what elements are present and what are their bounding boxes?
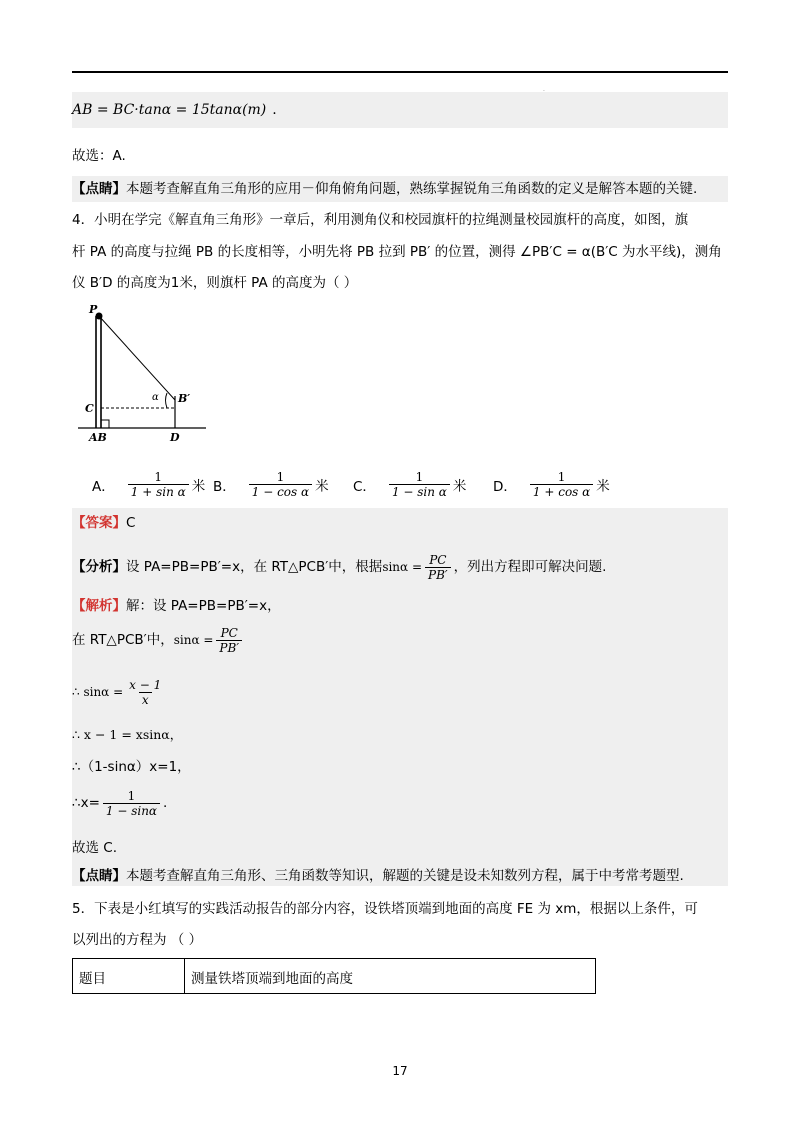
q4-figure — [72, 300, 222, 450]
analysis-num: PC — [429, 552, 447, 567]
solution-intro: 解：设 PA=PB=PB′=x， — [126, 598, 281, 614]
label-D: D — [170, 431, 180, 444]
rope-line — [99, 316, 175, 400]
sol-line2-den: PB′ — [216, 640, 242, 655]
sol-line3-frac — [126, 678, 164, 707]
option-c-num: 1 — [415, 470, 424, 484]
sol-line3-num: x − 1 — [129, 677, 162, 692]
option-b-label: B． — [213, 478, 236, 495]
sol-line6-den: 1 − sinα — [103, 803, 160, 818]
q5-table-col1: 题目 — [73, 959, 185, 993]
solution-line5: ∴（1-sinα）x=1， — [72, 759, 191, 775]
option-c-frac — [389, 470, 450, 499]
q5-line2: 以列出的方程为 （ ） — [72, 932, 203, 948]
sol-line3-pre: ∴ sinα = — [72, 685, 124, 699]
option-b[interactable] — [213, 470, 329, 499]
analysis-fn: sinα = — [382, 560, 423, 574]
label-alpha: α — [152, 392, 159, 403]
q4-line2: 杆 PA 的高度与拉绳 PB 的长度相等，小明先将 PB 拉到 PB′ 的位置，测得 ∠PB′C = α(B′C 为水平线)，测角 — [72, 244, 722, 260]
option-d-num: 1 — [557, 470, 566, 484]
prev-formula-end: . — [272, 102, 277, 118]
option-a-num: 1 — [154, 470, 163, 484]
option-d-frac — [530, 470, 593, 499]
q4-tip-text: 本题考查解直角三角形、三角函数等知识，解题的关键是设未知数列方程，属于中考常考题型. — [126, 868, 684, 884]
label-Bprime: B′ — [178, 392, 191, 405]
label-AB: AB — [89, 431, 107, 444]
option-a-frac — [128, 470, 189, 499]
page-number: 17 — [392, 1064, 408, 1078]
prev-choice: 故选：A. — [72, 148, 126, 164]
option-c-den: 1 − sin α — [389, 484, 450, 499]
solution-choice: 故选 C. — [72, 840, 118, 856]
sol-line2-num: PC — [220, 625, 238, 640]
option-d-label: D． — [493, 478, 517, 495]
header-rule — [72, 71, 728, 73]
q5-table-col2: 测量铁塔顶端到地面的高度 — [191, 971, 353, 987]
option-b-unit: 米 — [315, 478, 329, 495]
q4-line3: 仪 B′D 的高度为1米，则旗杆 PA 的高度为（ ） — [72, 275, 358, 291]
sol-line6-frac — [103, 789, 160, 818]
sol-line6-num: 1 — [127, 788, 136, 803]
sol-line6-pre: ∴x= — [72, 795, 100, 811]
option-a-label: A． — [92, 478, 115, 495]
sol-line2-pre: 在 RT△PCB′中， — [72, 632, 174, 648]
header-dot: . — [543, 86, 545, 93]
option-a-den: 1 + sin α — [128, 484, 189, 499]
solution-intro-line — [72, 596, 281, 616]
analysis-tag: 【分析】 — [72, 559, 126, 575]
option-b-frac — [249, 470, 312, 499]
q5-line1: 5．下表是小红填写的实践活动报告的部分内容，设铁塔顶端到地面的高度 FE 为 xm，根据以上条件，可 — [72, 901, 698, 917]
prev-tip-text: 本题考查解直角三角形的应用－仰角俯角问题，熟练掌握锐角三角函数的定义是解答本题的关键. — [126, 181, 698, 197]
option-b-den: 1 − cos α — [249, 484, 312, 499]
sol-line6-end: . — [163, 795, 168, 811]
option-c-unit: 米 — [452, 478, 467, 495]
option-d[interactable] — [493, 470, 610, 499]
q5-table — [72, 958, 596, 994]
q4-tip-tag: 【点睛】 — [72, 868, 126, 884]
sol-line2-frac — [216, 626, 242, 655]
solution-line3 — [72, 677, 167, 707]
sol-line2-fn: sinα = — [173, 633, 214, 647]
q4-line1: 4．小明在学完《解直角三角形》一章后，利用测角仪和校园旗杆的拉绳测量校园旗杆的高度，如图，旗 — [72, 212, 689, 228]
prev-tip-tag: 【点睛】 — [72, 181, 126, 197]
right-angle-mark — [101, 420, 109, 428]
label-P: P — [89, 303, 98, 316]
prev-formula — [72, 100, 277, 120]
option-b-num: 1 — [276, 470, 285, 484]
option-c-label: C． — [353, 478, 376, 495]
analysis-pre: 设 PA=PB=PB′=x，在 RT△PCB′中，根据 — [126, 559, 383, 575]
label-C: C — [85, 402, 94, 415]
option-a-unit: 米 — [191, 478, 206, 495]
option-c[interactable] — [353, 470, 466, 499]
prev-tip — [72, 179, 697, 199]
option-d-den: 1 + cos α — [530, 484, 593, 499]
analysis-frac — [425, 553, 451, 582]
answer-tag: 【答案】 — [72, 515, 126, 531]
solution-line6 — [72, 788, 167, 818]
option-d-unit: 米 — [596, 478, 610, 495]
sol-line3-den: x — [139, 692, 152, 707]
analysis-line — [72, 552, 606, 582]
prev-formula-text: AB = BC·tanα = 15tanα(m) — [72, 102, 267, 118]
angle-arc — [166, 393, 168, 408]
q4-tip — [72, 866, 684, 886]
solution-tag: 【解析】 — [72, 598, 126, 614]
solution-line2 — [72, 625, 245, 655]
solution-line4: ∴ x − 1 = xsinα， — [72, 727, 183, 742]
analysis-post: ，列出方程即可解决问题. — [453, 559, 607, 575]
analysis-den: PB′ — [425, 567, 451, 582]
answer-line — [72, 513, 135, 533]
option-a[interactable] — [92, 470, 205, 499]
answer-value: C — [126, 515, 136, 531]
